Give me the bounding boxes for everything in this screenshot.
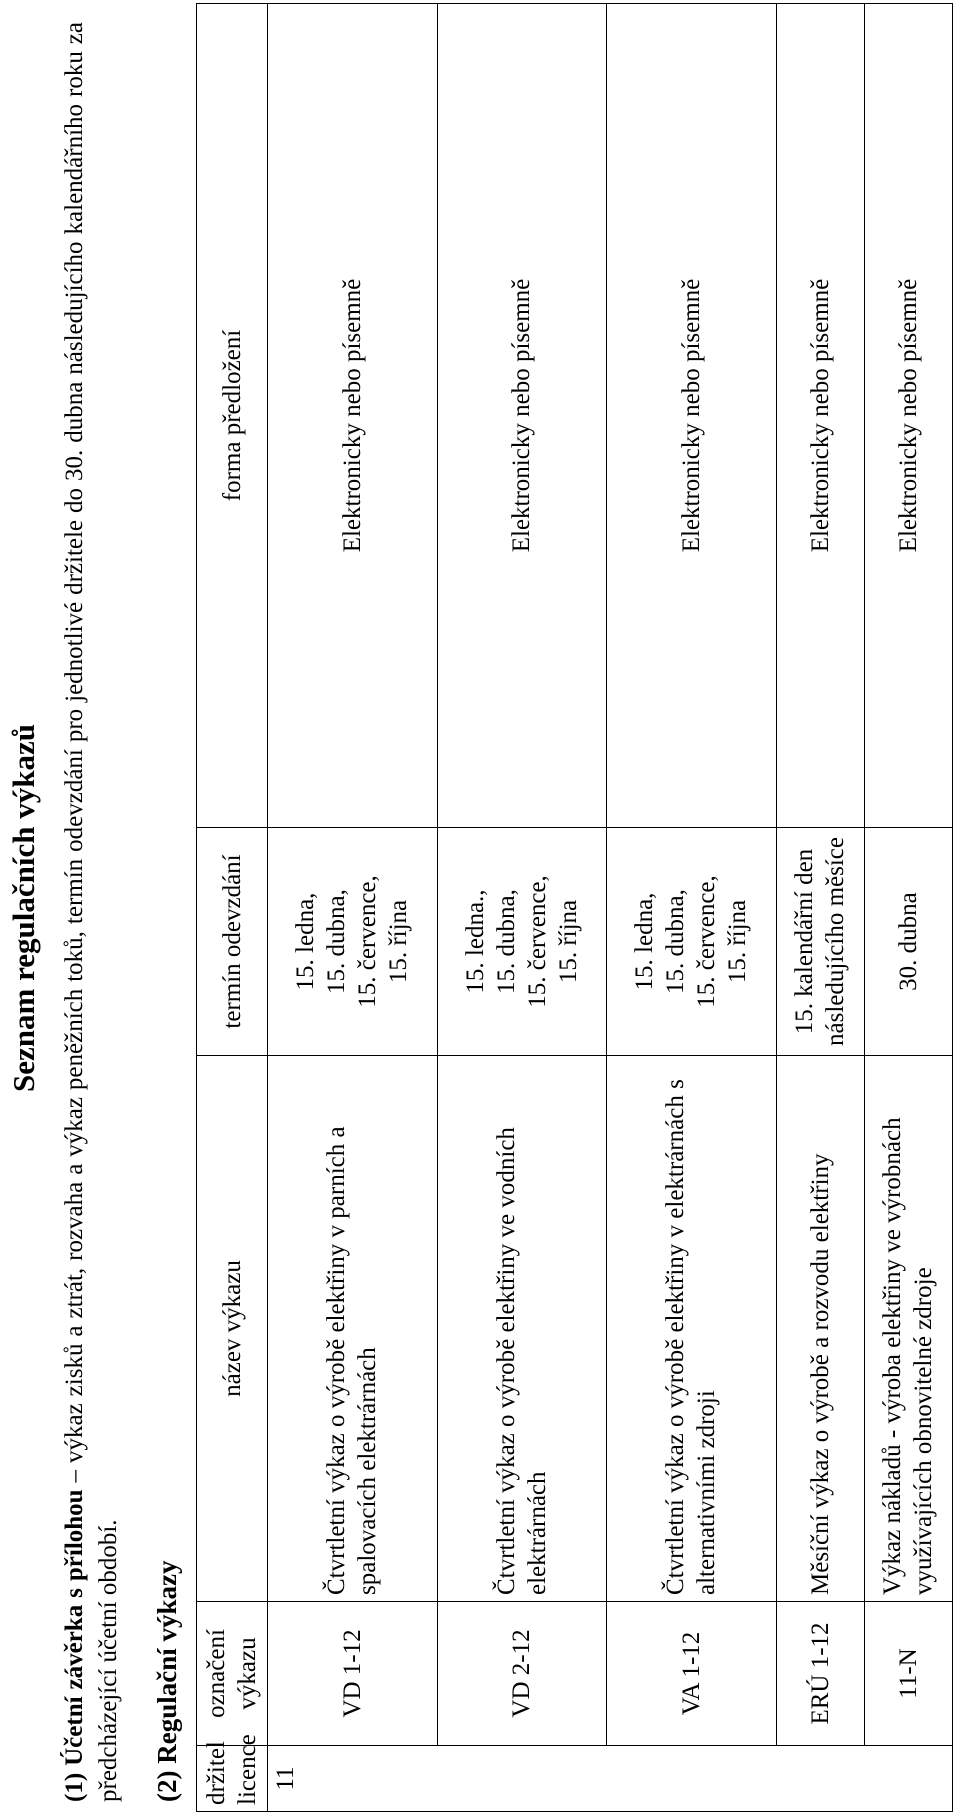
term-cell: [437, 828, 607, 1056]
term-line: 15. dubna,: [323, 889, 351, 994]
form-cell: Elektronicky nebo písemně: [776, 4, 864, 828]
term-line: 15. ledna,: [631, 892, 659, 991]
term-line: 30. dubna: [894, 892, 922, 991]
name-cell: Čtvrtletní výkaz o výrobě elektřiny v elektrárnách s alternativními zdroji: [607, 1056, 777, 1602]
term-line: 15. ledna,: [292, 892, 320, 991]
holder-cell: 11: [268, 1746, 953, 1812]
term-cell: [607, 828, 777, 1056]
term-line: 15. dubna,: [492, 889, 520, 994]
code-cell: VA 1-12: [607, 1602, 777, 1746]
form-cell: Elektronicky nebo písemně: [437, 4, 607, 828]
table-row: [268, 4, 438, 1812]
header-form: forma předložení: [197, 4, 268, 828]
term-line: 15. října: [385, 899, 413, 984]
name-cell: Měsíční výkaz o výrobě a rozvodu elektřiny: [776, 1056, 864, 1602]
term-line: 15. července,: [523, 875, 551, 1008]
intro-text: – výkaz zisků a ztrát, rozvaha a výkaz peněžních toků, termín odevzdání pro jednotlivé držitele do 30. dubna následujícího kalendářního roku za předcházející účetní období.: [61, 22, 122, 1802]
header-name: název výkazu: [197, 1056, 268, 1602]
term-cell: [268, 828, 438, 1056]
term-line: 15. dubna,: [662, 889, 690, 994]
table-row: [437, 4, 607, 1812]
table-row: [864, 4, 952, 1812]
section-title: (2) Regulační výkazy: [152, 1560, 182, 1802]
code-cell: VD 2-12: [437, 1602, 607, 1746]
header-code: označení výkazu: [197, 1602, 268, 1746]
term-line: 15. ledna.,: [461, 889, 489, 994]
table-row: [776, 4, 864, 1812]
term-line: 15. října: [724, 899, 752, 984]
table-row: [607, 4, 777, 1812]
page-title: Seznam regulačních výkazů: [6, 724, 41, 1092]
intro-label: (1) Účetní závěrka s přílohou: [61, 1489, 88, 1802]
term-line: 15. července,: [354, 875, 382, 1008]
code-cell: ERÚ 1-12: [776, 1602, 864, 1746]
header-term: termín odevzdání: [197, 828, 268, 1056]
name-cell: Čtvrtletní výkaz o výrobě elektřiny v parních a spalovacích elektrárnách: [268, 1056, 438, 1602]
header-holder: držitel licence: [197, 1746, 268, 1812]
term-line: 15. října: [554, 899, 582, 984]
form-cell: Elektronicky nebo písemně: [607, 4, 777, 828]
term-cell: [864, 828, 952, 1056]
term-line: 15. července,: [693, 875, 721, 1008]
name-cell: Výkaz nákladů - výroba elektřiny ve výrobnách využívajících obnovitelné zdroje: [864, 1056, 952, 1602]
form-cell: Elektronicky nebo písemně: [268, 4, 438, 828]
table-header-row: [197, 4, 268, 1812]
code-cell: VD 1-12: [268, 1602, 438, 1746]
term-cell: [776, 828, 864, 1056]
intro-paragraph: [58, 22, 126, 1802]
term-line: 15. kalendářní den následujícího měsíce: [791, 837, 850, 1046]
reports-table: [196, 3, 953, 1812]
name-cell: Čtvrtletní výkaz o výrobě elektřiny ve vodních elektrárnách: [437, 1056, 607, 1602]
code-cell: 11-N: [864, 1602, 952, 1746]
form-cell: Elektronicky nebo písemně: [864, 4, 952, 828]
